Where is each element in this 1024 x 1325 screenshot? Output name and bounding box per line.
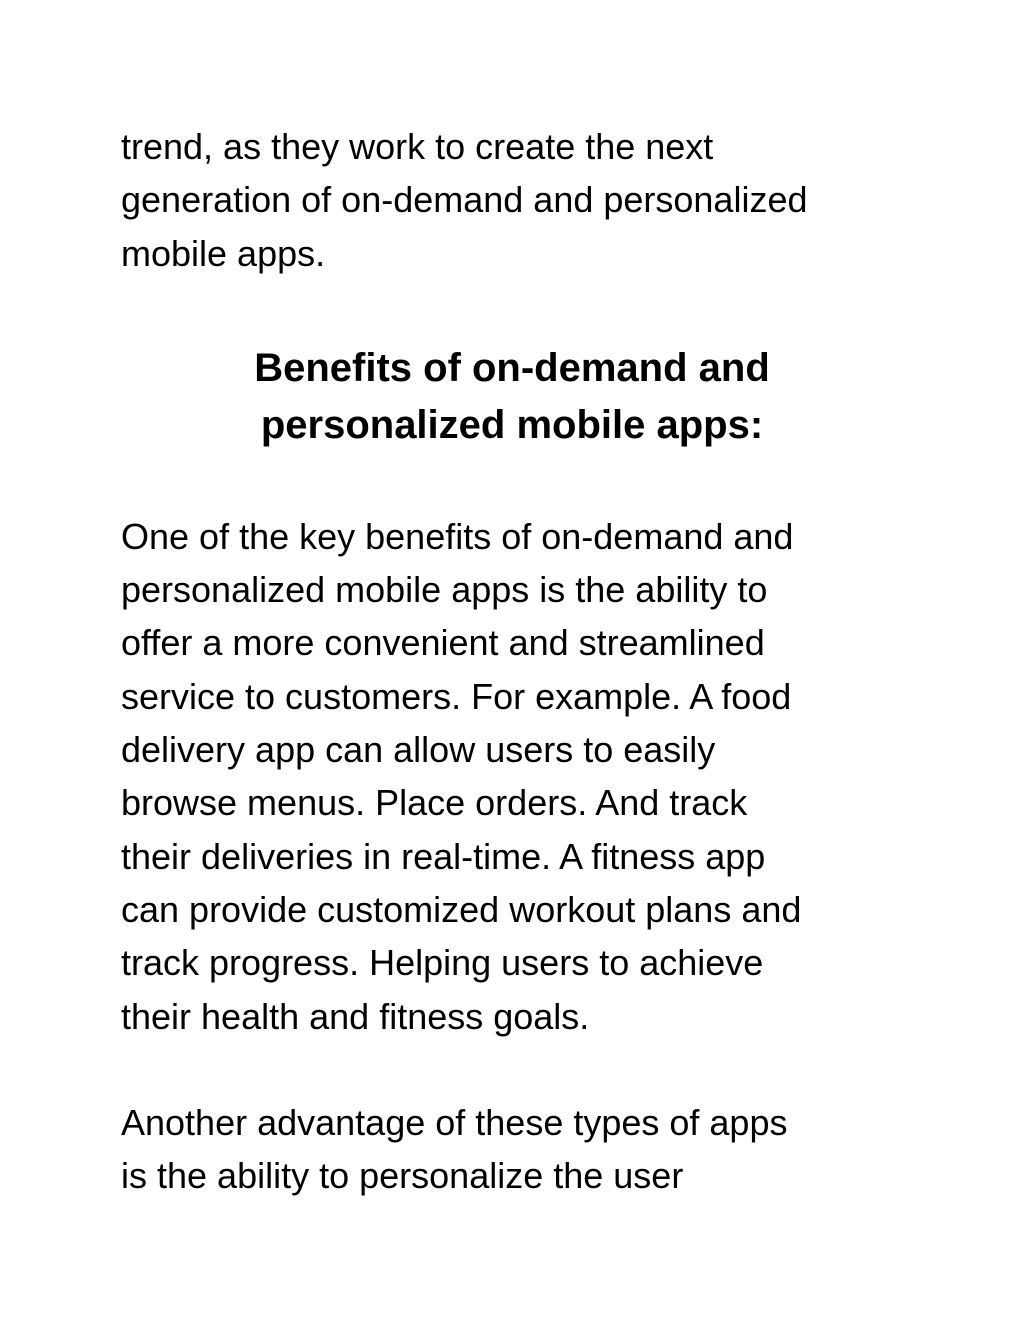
text-line: mobile apps. xyxy=(121,232,326,274)
text-line: trend, as they work to create the next xyxy=(121,126,714,167)
text-line: can provide customized workout plans and xyxy=(121,888,802,930)
text-line: is the ability to personalize the user xyxy=(121,1155,684,1197)
text-line: generation of on-demand and personalized xyxy=(121,179,808,221)
text-line: their deliveries in real-time. A fitness app xyxy=(121,835,766,877)
heading-line: Benefits of on-demand and xyxy=(254,345,770,390)
text-line: service to customers. For example. A food xyxy=(121,675,792,717)
text-line: track progress. Helping users to achieve xyxy=(121,942,764,984)
document-page xyxy=(121,120,911,1202)
text-line: Another advantage of these types of apps xyxy=(121,1101,788,1143)
text-line: their health and fitness goals. xyxy=(121,995,590,1037)
advantage-paragraph xyxy=(121,1096,911,1203)
benefits-paragraph xyxy=(121,510,911,1043)
text-line: delivery app can allow users to easily xyxy=(121,729,716,771)
text-line: One of the key benefits of on-demand and xyxy=(121,515,794,557)
heading-line: personalized mobile apps: xyxy=(260,402,764,447)
text-line: personalized mobile apps is the ability to xyxy=(121,569,768,611)
section-heading xyxy=(121,340,903,454)
text-line: browse menus. Place orders. And track xyxy=(121,782,748,824)
text-line: offer a more convenient and streamlined xyxy=(121,622,765,664)
intro-paragraph xyxy=(121,120,911,280)
